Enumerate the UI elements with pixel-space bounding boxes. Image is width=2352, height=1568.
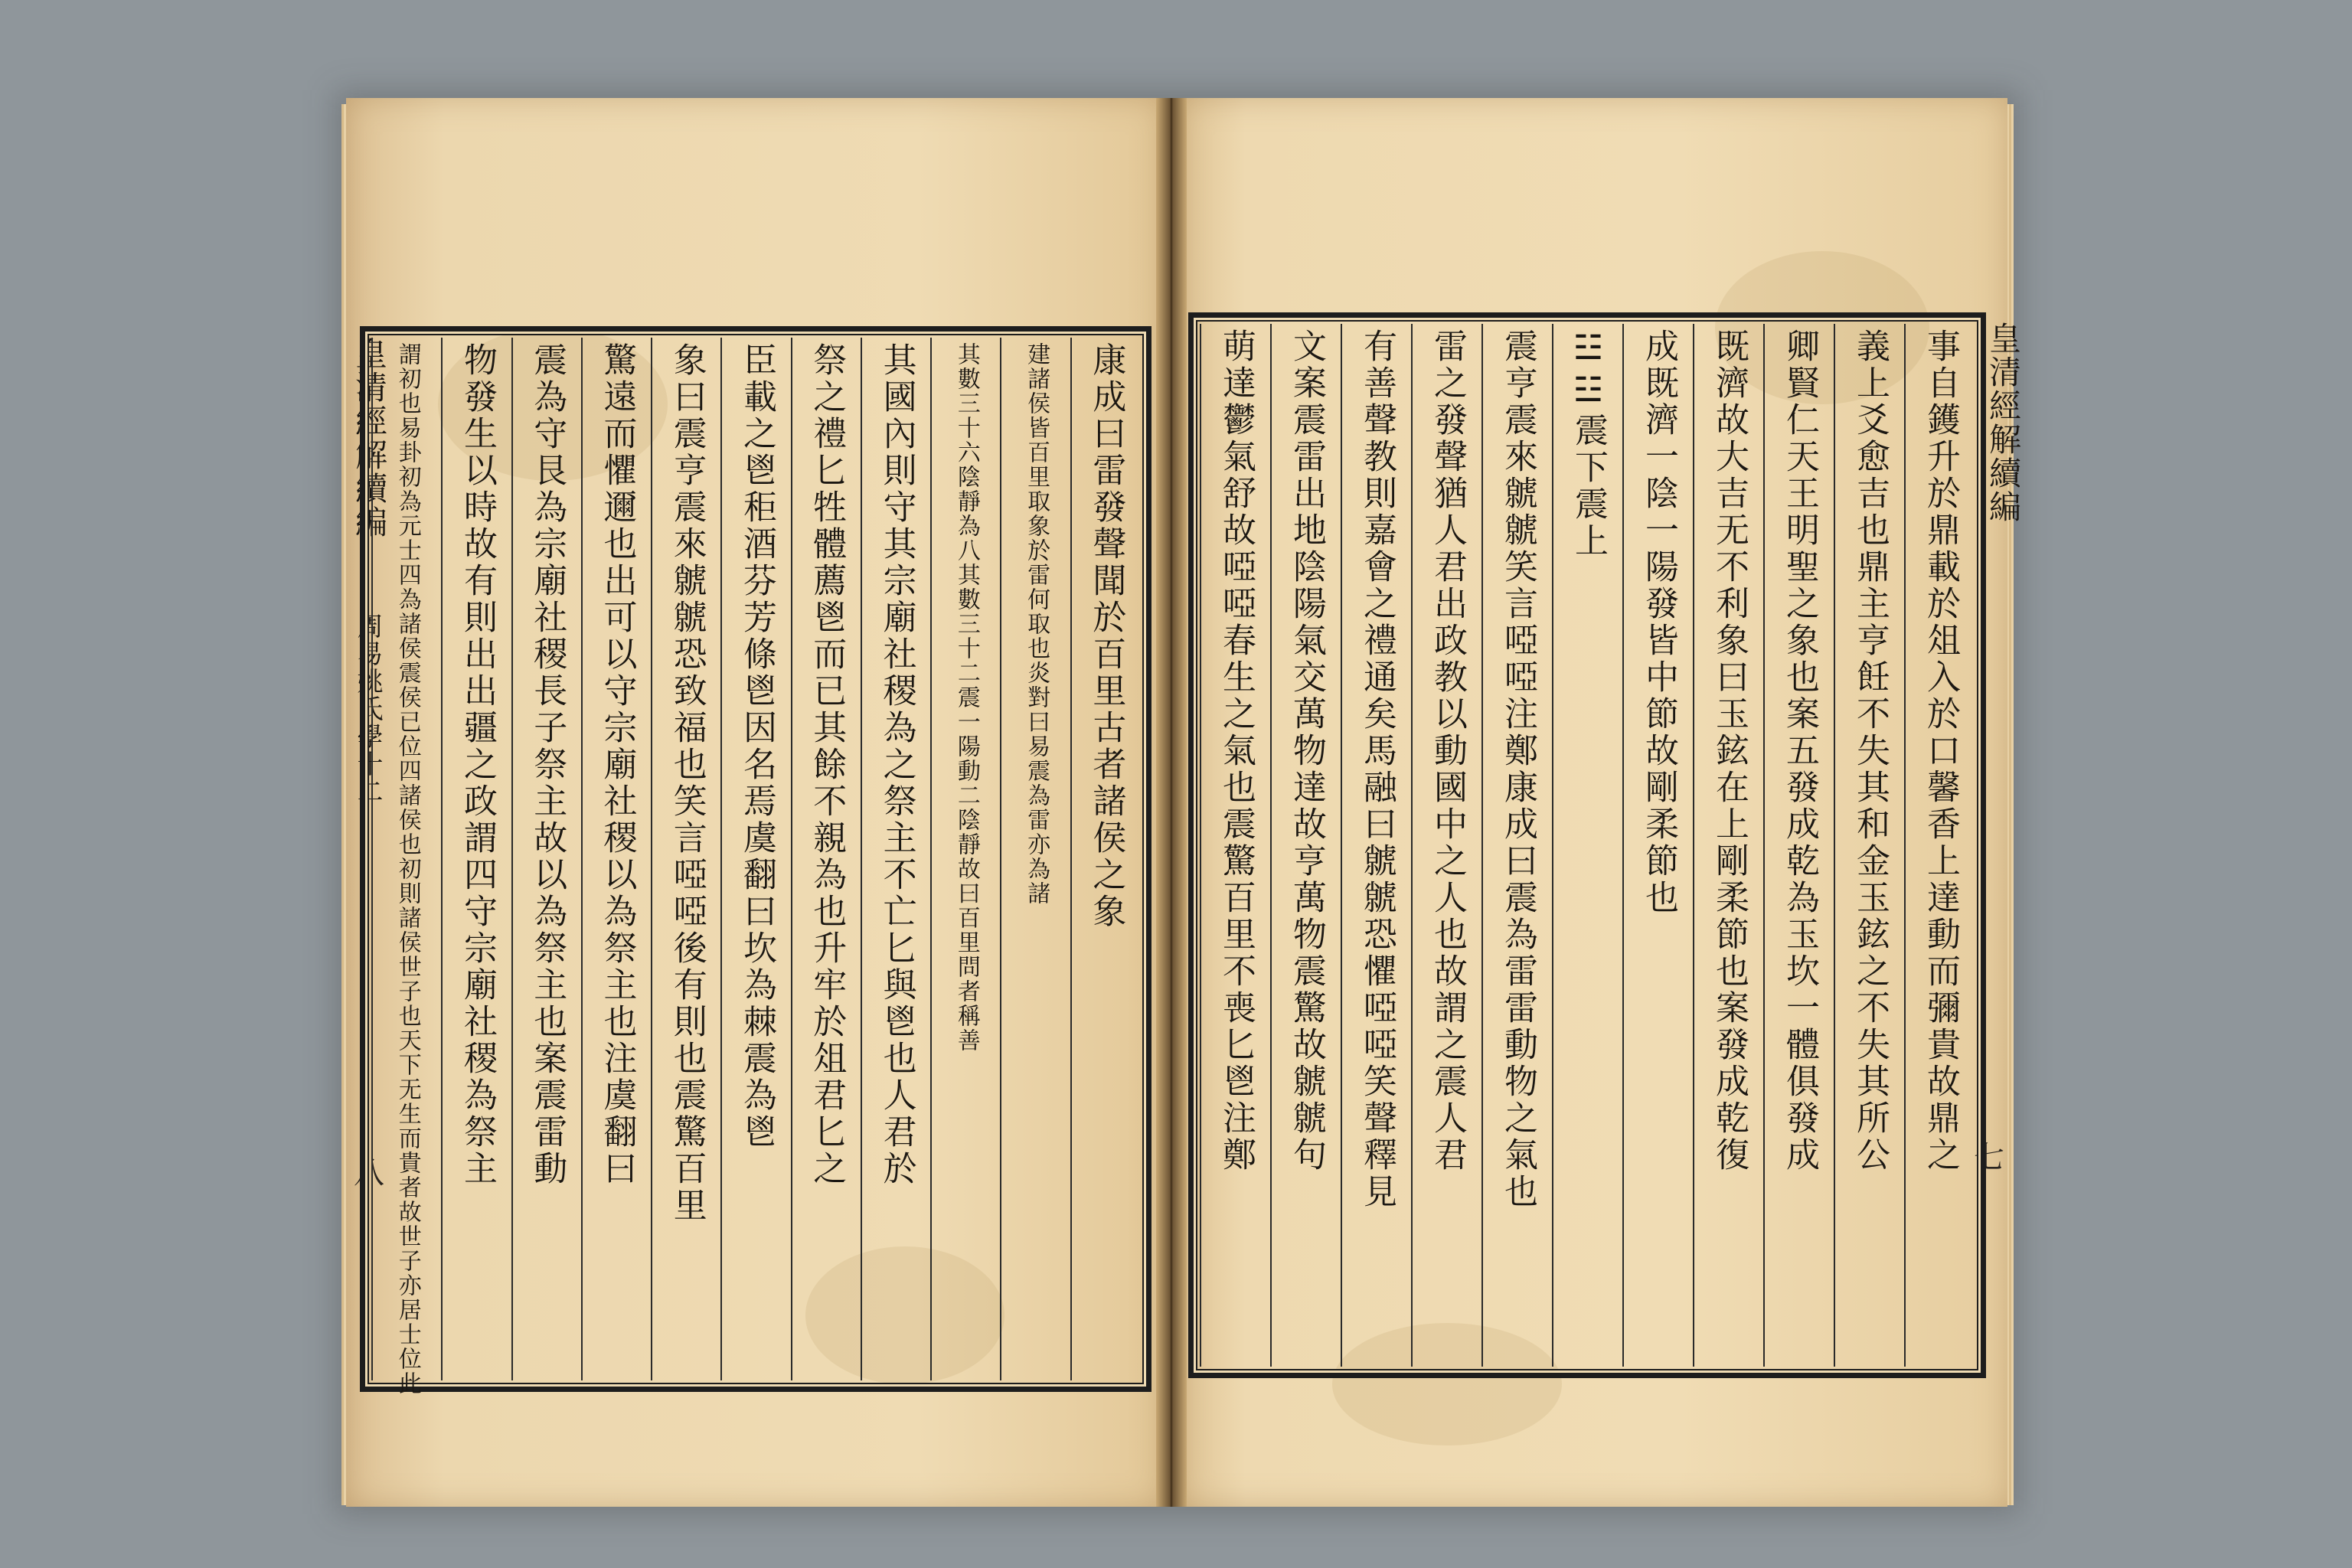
column-text: 建諸侯皆百里取象於雷何取也炎對曰易震為雷亦為諸 (1023, 342, 1050, 906)
column-text: 事自鑊升於鼎載於俎入於口馨香上達動而彌貴故鼎之 (1921, 328, 1960, 1174)
column-text: 卿賢仁天王明聖之象也案五發成乾為玉坎一體俱發成 (1780, 328, 1819, 1174)
left-text-frame (360, 326, 1152, 1396)
left-margin-title: 皇清經解續編 (351, 337, 388, 539)
text-column (1270, 324, 1341, 1367)
text-column (1622, 324, 1693, 1367)
text-column (511, 338, 581, 1380)
column-text: 物發生以時故有則出出疆之政謂四守宗廟社稷為祭主 (457, 342, 497, 1187)
text-column (1763, 324, 1834, 1367)
column-text: 成既濟一陰一陽發皆中節故剛柔節也 (1639, 328, 1678, 916)
right-text-frame (1188, 312, 1986, 1378)
column-text: ☳☳震下震上 (1569, 328, 1608, 560)
book-spine-gutter (1156, 98, 1187, 1507)
text-column (441, 338, 511, 1380)
column-text: 義上爻愈吉也鼎主亨飪不失其和金玉鉉之不失其所公 (1851, 328, 1890, 1174)
left-folio-number: 八 (354, 1155, 384, 1191)
column-text: 有善聲教則嘉會之禮通矣馬融曰虩虩恐懼啞啞笑聲釋見 (1357, 328, 1396, 1210)
text-column (930, 338, 1000, 1380)
right-margin-title: 皇清經解續編 (1984, 322, 2022, 524)
text-column (1000, 338, 1070, 1380)
text-column (1552, 324, 1622, 1367)
column-text: 震為守艮為宗廟社稷長子祭主故以為祭主也案震雷動 (528, 342, 567, 1187)
column-text: 象曰震亨震來虩虩恐致福也笑言啞啞後有則也震驚百里 (667, 342, 707, 1224)
column-text: 其數三十六陰靜為八其數三十二震一陽動二陰靜故曰百里問者稱善 (952, 342, 980, 1053)
text-column (651, 338, 720, 1380)
text-column (861, 338, 930, 1380)
right-folio-number: 七 (1974, 1140, 2004, 1175)
left-margin-subtitle: 周易姚氏學十二 (352, 612, 383, 805)
column-text: 雷之發聲猶人君出政教以動國中之人也故謂之震人君 (1428, 328, 1467, 1174)
text-column (1904, 324, 1975, 1367)
text-column (1481, 324, 1552, 1367)
text-column (791, 338, 861, 1380)
column-text: 康成曰雷發聲聞於百里古者諸侯之象 (1086, 342, 1126, 930)
text-column (1070, 338, 1140, 1380)
column-text: 既濟故大吉无不利象曰玉鉉在上剛柔節也案發成乾復 (1710, 328, 1749, 1174)
column-text: 震亨震來虩虩笑言啞啞注鄭康成曰震為雷雷動物之氣也 (1498, 328, 1537, 1210)
column-text: 祭之禮匕牲體薦鬯而已其餘不親為也升牢於俎君匕之 (807, 342, 847, 1187)
text-column (581, 338, 651, 1380)
text-column (1200, 324, 1270, 1367)
column-text: 臣載之鬯秬酒芬芳條鬯因名焉虞翻曰坎為棘震為鬯 (737, 342, 777, 1151)
column-text: 驚遠而懼邇也出可以守宗廟社稷以為祭主也注虞翻曰 (597, 342, 637, 1187)
column-text: 其國內則守其宗廟社稷為之祭主不亡匕與鬯也人君於 (877, 342, 916, 1187)
text-column (1834, 324, 1904, 1367)
text-column (1693, 324, 1763, 1367)
column-text: 萌達鬱氣舒故啞啞春生之氣也震驚百里不喪匕鬯注鄭 (1217, 328, 1256, 1174)
left-columns (371, 338, 1140, 1396)
text-column (1411, 324, 1481, 1367)
column-text: 謂初也易卦初為元士四為諸侯震侯已位四諸侯也初則諸侯世子也天下无生而貴者故世子亦居士位此 (394, 342, 421, 1396)
text-column (371, 338, 441, 1396)
text-column (1341, 324, 1411, 1367)
text-column (720, 338, 790, 1380)
right-columns (1200, 324, 1975, 1367)
column-text: 文案震雷出地陰陽氣交萬物達故亨萬物震驚故虩虩句 (1287, 328, 1326, 1174)
